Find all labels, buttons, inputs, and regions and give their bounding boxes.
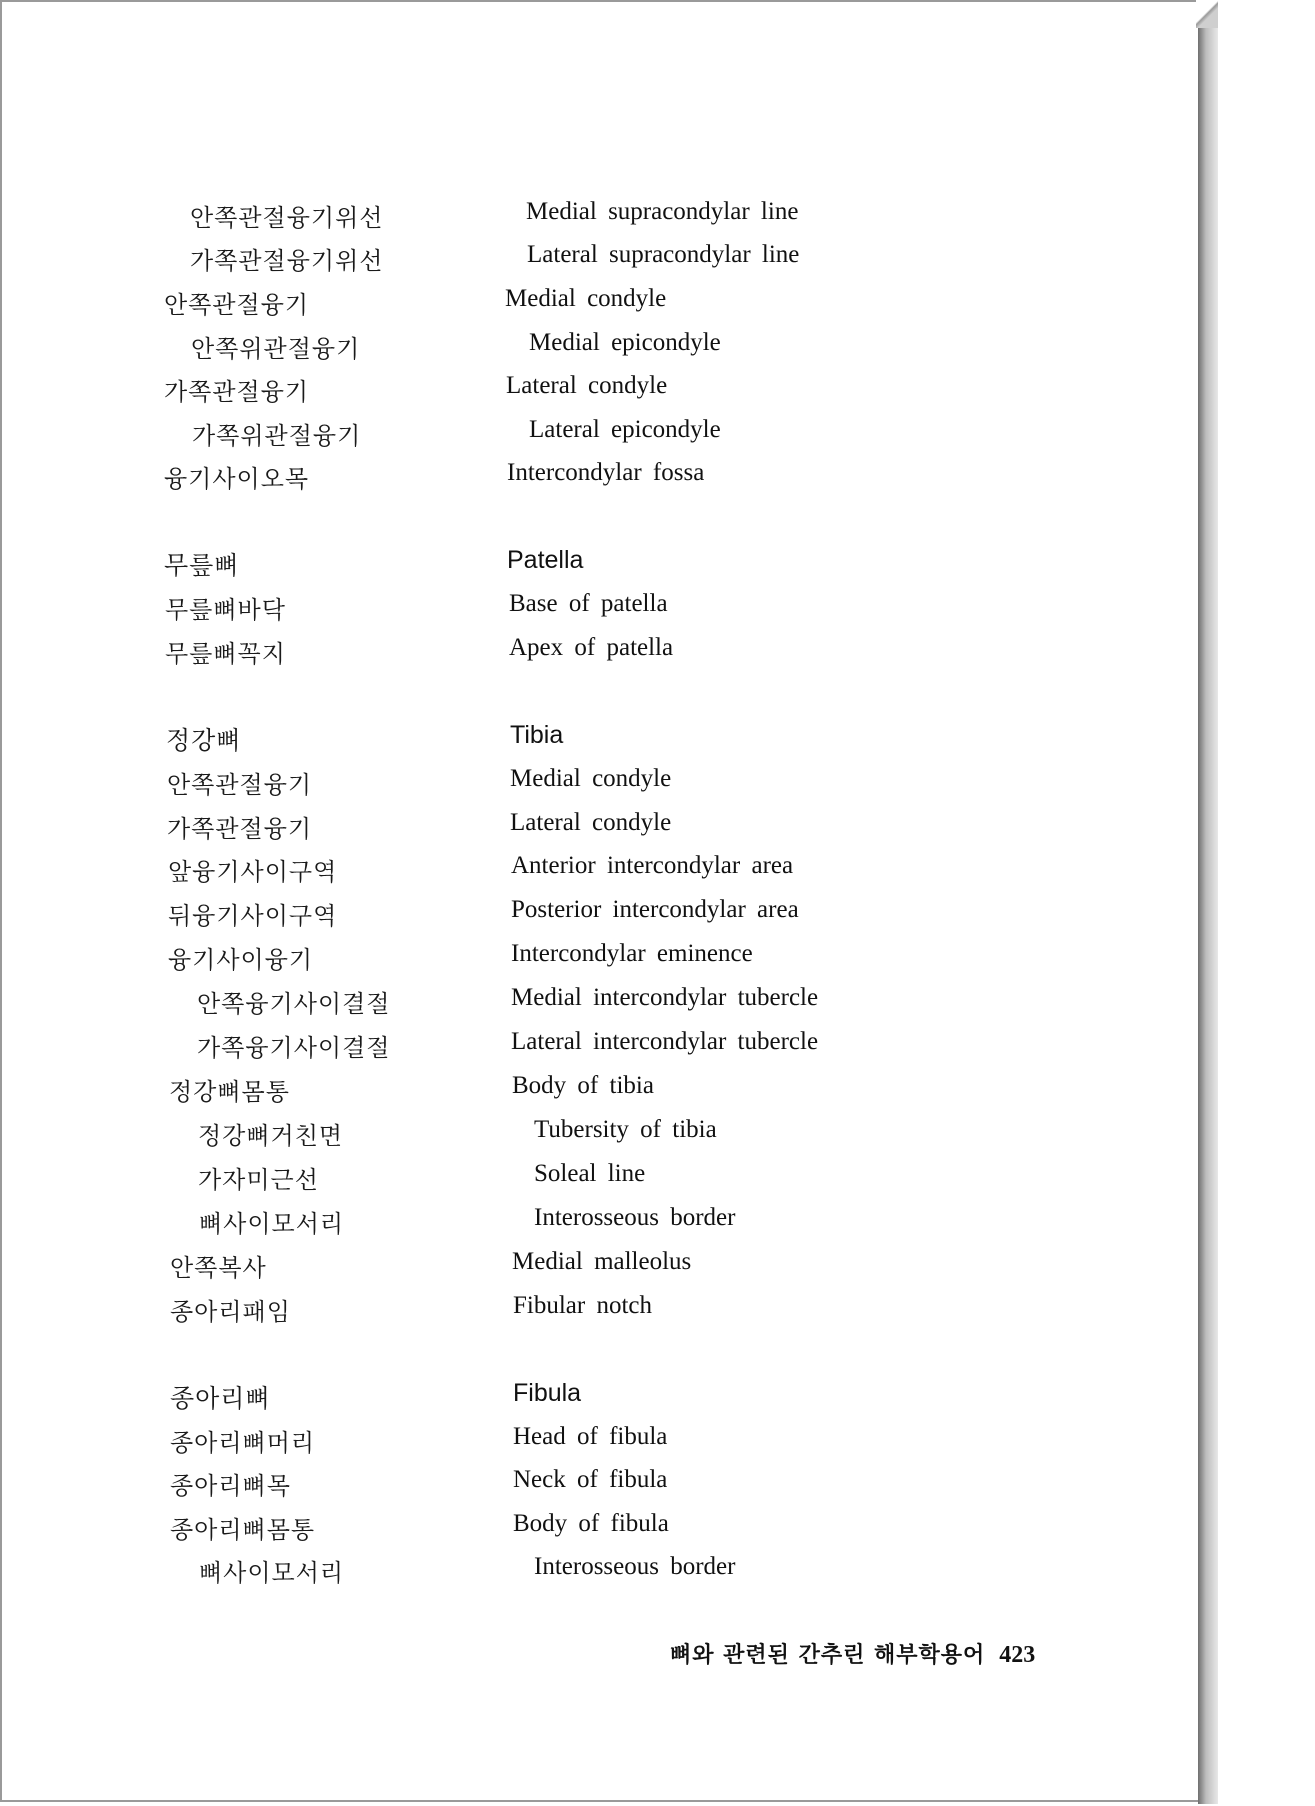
korean-term: 가자미근선 <box>198 1166 319 1194</box>
korean-term: 가쪽관절융기위선 <box>190 247 384 275</box>
korean-term: 융기사이융기 <box>168 946 314 974</box>
korean-term: 안쪽관절융기 <box>164 291 310 319</box>
english-term: Head of fibula <box>513 1423 668 1450</box>
page-edge-shadow <box>1198 4 1218 1804</box>
page-number: 423 <box>999 1642 1036 1668</box>
english-term: Medial malleolus <box>512 1248 692 1275</box>
english-term: Lateral intercondylar tubercle <box>511 1028 819 1055</box>
english-term: Body of tibia <box>512 1072 654 1099</box>
korean-heading: 무릎뼈 <box>164 551 240 580</box>
english-term: Medial epicondyle <box>529 329 721 356</box>
footer-title: 뼈와 관련된 간추린 해부학용어 <box>670 1643 986 1668</box>
english-term: Fibular notch <box>513 1292 653 1319</box>
english-term: Lateral condyle <box>506 372 668 399</box>
korean-heading: 정강뼈 <box>166 726 242 755</box>
korean-term: 안쪽위관절융기 <box>191 335 361 363</box>
running-footer <box>670 1638 1035 1669</box>
english-heading: Patella <box>507 546 584 574</box>
korean-term: 뼈사이모서리 <box>199 1559 345 1587</box>
page-corner <box>1196 0 1218 28</box>
english-term: Intercondylar fossa <box>507 459 705 486</box>
korean-term: 뼈사이모서리 <box>199 1210 345 1238</box>
english-term: Interosseous border <box>534 1553 736 1580</box>
korean-term: 안쪽관절융기 <box>167 771 313 799</box>
english-term: Anterior intercondylar area <box>511 852 794 879</box>
english-term: Base of patella <box>509 590 668 617</box>
english-term: Tubersity of tibia <box>534 1116 717 1143</box>
english-term: Intercondylar eminence <box>511 940 753 967</box>
korean-term: 무릎뼈꼭지 <box>165 640 286 668</box>
korean-term: 가쪽위관절융기 <box>192 422 362 450</box>
english-term: Medial condyle <box>510 765 672 792</box>
korean-term: 안쪽관절융기위선 <box>190 204 384 232</box>
korean-term: 가쪽관절융기 <box>167 815 313 843</box>
english-term: Soleal line <box>534 1160 646 1187</box>
english-term: Interosseous border <box>534 1204 736 1231</box>
korean-term: 가쪽관절융기 <box>164 378 310 406</box>
korean-term: 안쪽복사 <box>170 1254 267 1282</box>
korean-term: 종아리패임 <box>170 1298 291 1326</box>
english-term: Body of fibula <box>513 1510 669 1537</box>
korean-heading: 종아리뼈 <box>170 1384 271 1413</box>
korean-term: 정강뼈몸통 <box>169 1078 290 1106</box>
english-term: Medial supracondylar line <box>526 198 799 225</box>
korean-term: 종아리뼈목 <box>170 1472 291 1500</box>
english-term: Apex of patella <box>509 634 674 661</box>
korean-term: 융기사이오목 <box>164 465 310 493</box>
english-term: Medial intercondylar tubercle <box>511 984 819 1011</box>
korean-term: 뒤융기사이구역 <box>168 902 338 930</box>
korean-term: 무릎뼈바닥 <box>165 596 286 624</box>
english-term: Lateral supracondylar line <box>527 241 800 268</box>
english-term: Lateral epicondyle <box>529 416 721 443</box>
korean-term: 종아리뼈몸통 <box>170 1516 316 1544</box>
korean-term: 가쪽융기사이결절 <box>197 1034 391 1062</box>
korean-term: 정강뼈거친면 <box>198 1122 344 1150</box>
english-heading: Tibia <box>510 721 564 749</box>
english-term: Medial condyle <box>505 285 667 312</box>
english-term: Neck of fibula <box>513 1466 668 1493</box>
korean-term: 안쪽융기사이결절 <box>197 990 391 1018</box>
korean-term: 앞융기사이구역 <box>168 858 338 886</box>
korean-term: 종아리뼈머리 <box>170 1429 316 1457</box>
english-term: Lateral condyle <box>510 809 672 836</box>
english-heading: Fibula <box>513 1379 582 1407</box>
english-term: Posterior intercondylar area <box>511 896 799 923</box>
